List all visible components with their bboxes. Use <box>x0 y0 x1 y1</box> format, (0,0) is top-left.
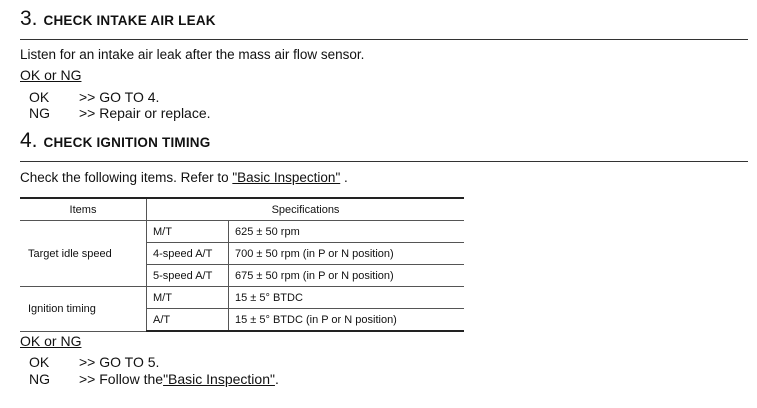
ignition-timing-label: Ignition timing <box>20 287 147 332</box>
step-4-ok-row <box>29 354 159 370</box>
step-4-heading <box>20 129 210 153</box>
step-4-ok-key: OK <box>29 354 50 370</box>
table-cell-mode: M/T <box>147 287 229 309</box>
step-3-number: 3. <box>20 7 38 30</box>
step-3-ng-key: NG <box>29 105 50 121</box>
step-3-ng-action: >> Repair or replace. <box>79 105 211 121</box>
table-cell-spec: 700 ± 50 rpm (in P or N position) <box>229 243 465 265</box>
table-cell-spec: 15 ± 5° BTDC (in P or N position) <box>229 309 465 332</box>
step-4-ng-key: NG <box>29 371 50 387</box>
target-idle-speed-label: Target idle speed <box>20 221 147 287</box>
step-4-instruction-suffix: . <box>340 170 348 185</box>
step-4-number: 4. <box>20 129 38 152</box>
col-header-specifications: Specifications <box>147 198 465 221</box>
table-cell-mode: M/T <box>147 221 229 243</box>
step-3-divider <box>20 39 748 40</box>
table-cell-mode: A/T <box>147 309 229 332</box>
basic-inspection-link-2[interactable]: "Basic Inspection" <box>163 371 275 387</box>
step-3-ok-ng-label: OK or NG <box>20 67 82 83</box>
table-cell-spec: 675 ± 50 rpm (in P or N position) <box>229 265 465 287</box>
table-header-row <box>20 198 464 221</box>
step-4-ok-ng-label: OK or NG <box>20 333 82 349</box>
step-3-title: CHECK INTAKE AIR LEAK <box>43 13 216 28</box>
ignition-spec-table <box>20 197 464 332</box>
step-3-ok-action: >> GO TO 4. <box>79 89 160 105</box>
step-4-instruction <box>20 170 348 185</box>
table-cell-mode: 4-speed A/T <box>147 243 229 265</box>
step-4-instruction-prefix: Check the following items. Refer to <box>20 170 233 185</box>
step-3-ok-key: OK <box>29 89 50 105</box>
step-4-ng-action-suffix: . <box>274 371 279 387</box>
col-header-items: Items <box>20 198 147 221</box>
step-3-ok-row <box>29 89 159 105</box>
step-4-title: CHECK IGNITION TIMING <box>43 135 211 150</box>
step-3-ng-row <box>29 105 211 121</box>
step-3-heading <box>20 7 216 31</box>
table-cell-spec: 625 ± 50 rpm <box>229 221 465 243</box>
step-4-ng-row <box>29 371 279 387</box>
step-4-ng-action-prefix: >> Follow the <box>79 371 164 387</box>
basic-inspection-link[interactable]: "Basic Inspection" <box>232 170 341 185</box>
table-cell-mode: 5-speed A/T <box>147 265 229 287</box>
table-row <box>20 287 464 309</box>
step-4-ok-action: >> GO TO 5. <box>79 354 160 370</box>
step-3-instruction: Listen for an intake air leak after the mass air flow sensor. <box>20 47 365 62</box>
step-4-divider <box>20 161 748 162</box>
table-row <box>20 221 464 243</box>
table-cell-spec: 15 ± 5° BTDC <box>229 287 465 309</box>
